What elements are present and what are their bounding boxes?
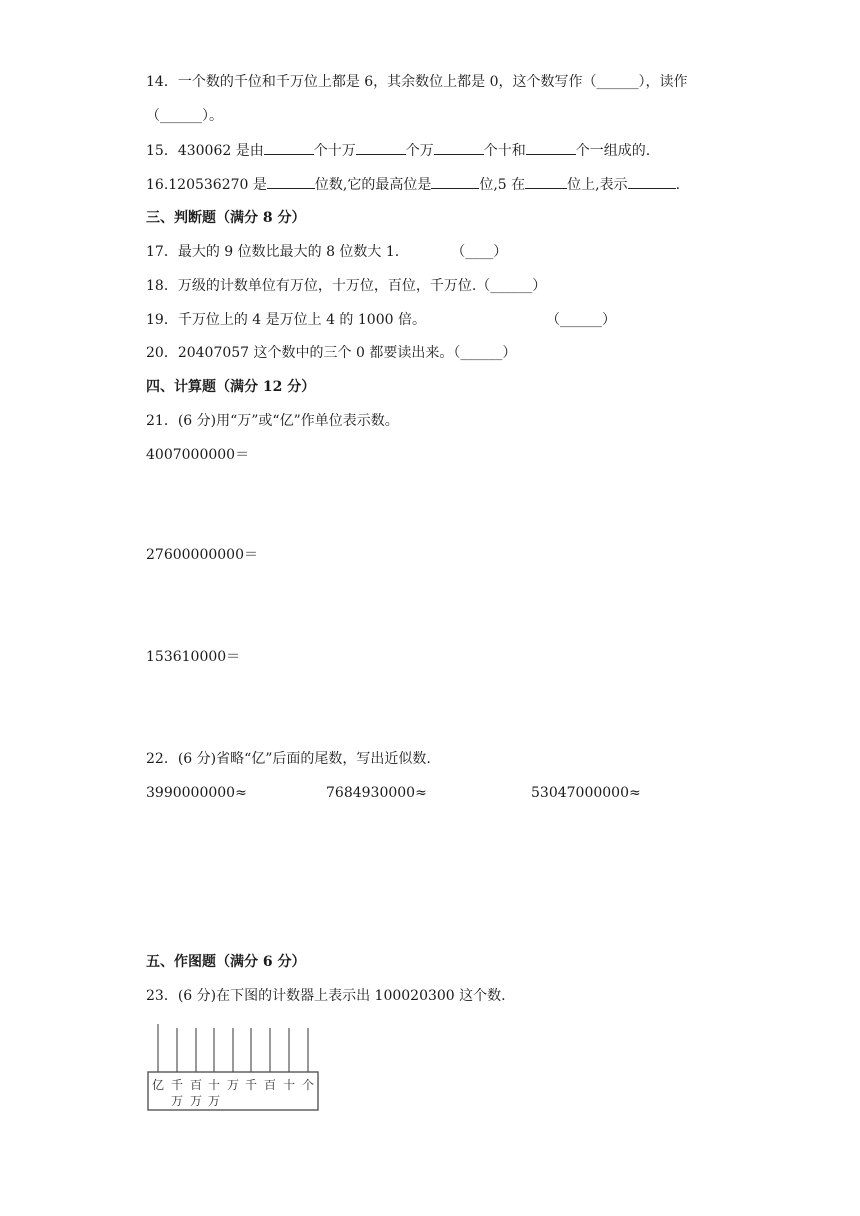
abacus-label: 十 (282, 1078, 296, 1092)
question-18: 18．万级的计数单位有万位，十万位，百位，千万位.（______） (146, 278, 547, 294)
answer-paren[interactable]: （______） (545, 312, 616, 328)
question-15-part2: 个万 (405, 143, 434, 159)
answer-blank[interactable] (267, 174, 315, 189)
abacus-label: 十 (207, 1078, 221, 1092)
abacus-label: 千 (170, 1078, 184, 1092)
question-21-title: 21．(6 分)用“万”或“亿”作单位表示数。 (146, 413, 399, 429)
abacus-label: 万 (170, 1094, 184, 1108)
section-3-heading: 三、判断题（满分 8 分） (146, 210, 306, 226)
question-17 (146, 242, 507, 262)
answer-blank[interactable] (264, 140, 314, 155)
abacus-label: 万 (226, 1078, 240, 1092)
answer-paren[interactable]: （____） (451, 244, 508, 260)
answer-blank[interactable] (434, 140, 484, 155)
abacus-label: 百 (189, 1078, 203, 1092)
question-21-item-2: 27600000000＝ (146, 547, 258, 563)
section-5-heading: 五、作图题（满分 6 分） (146, 954, 306, 970)
question-15-prefix: 15．430062 是由 (146, 143, 264, 159)
question-22-title: 22．(6 分)省略“亿”后面的尾数，写出近似数. (146, 751, 431, 767)
question-15-part1: 个十万 (313, 143, 356, 159)
question-21-item-3: 153610000＝ (146, 649, 241, 665)
question-20: 20．20407057 这个数中的三个 0 都要读出来。（______） (146, 345, 517, 361)
section-4-heading: 四、计算题（满分 12 分） (146, 379, 316, 395)
question-16-part4: . (675, 177, 681, 193)
question-16-part2: 位,5 在 (479, 177, 526, 193)
question-16-prefix: 16.120536270 是 (146, 177, 267, 193)
answer-blank[interactable] (525, 174, 567, 189)
question-22-item-2: 7684930000≈ (326, 785, 427, 801)
counting-frame-diagram (146, 1020, 321, 1114)
question-16-part3: 位上,表示 (567, 177, 628, 193)
answer-blank[interactable] (356, 140, 406, 155)
question-23-title: 23．(6 分)在下图的计数器上表示出 100020300 这个数. (146, 988, 506, 1004)
question-22-item-3: 53047000000≈ (531, 785, 641, 801)
question-19-text: 19．千万位上的 4 是万位上 4 的 1000 倍。 (146, 312, 426, 328)
abacus-label: 个 (301, 1078, 315, 1092)
question-15-part3: 个十和 (483, 143, 526, 159)
abacus-label: 百 (263, 1078, 277, 1092)
question-14-line-1: 14．一个数的千位和千万位上都是 6，其余数位上都是 0，这个数写作（______），读作 (146, 74, 688, 90)
answer-blank[interactable] (526, 140, 576, 155)
abacus-label: 亿 (151, 1078, 165, 1092)
question-19 (146, 310, 616, 330)
answer-blank[interactable] (628, 174, 676, 189)
question-21-item-1: 4007000000＝ (146, 447, 250, 463)
abacus-label: 万 (189, 1094, 203, 1108)
abacus-label: 万 (207, 1094, 221, 1108)
question-22-item-1: 3990000000≈ (146, 785, 247, 801)
question-14-line-2: （______）。 (146, 108, 223, 124)
question-16 (146, 174, 680, 195)
answer-blank[interactable] (431, 174, 479, 189)
question-15 (146, 140, 650, 161)
question-17-text: 17．最大的 9 位数比最大的 8 位数大 1. (146, 244, 400, 260)
question-15-part4: 个一组成的. (575, 143, 651, 159)
abacus-label: 千 (244, 1078, 258, 1092)
question-16-part1: 位数,它的最高位是 (314, 177, 432, 193)
